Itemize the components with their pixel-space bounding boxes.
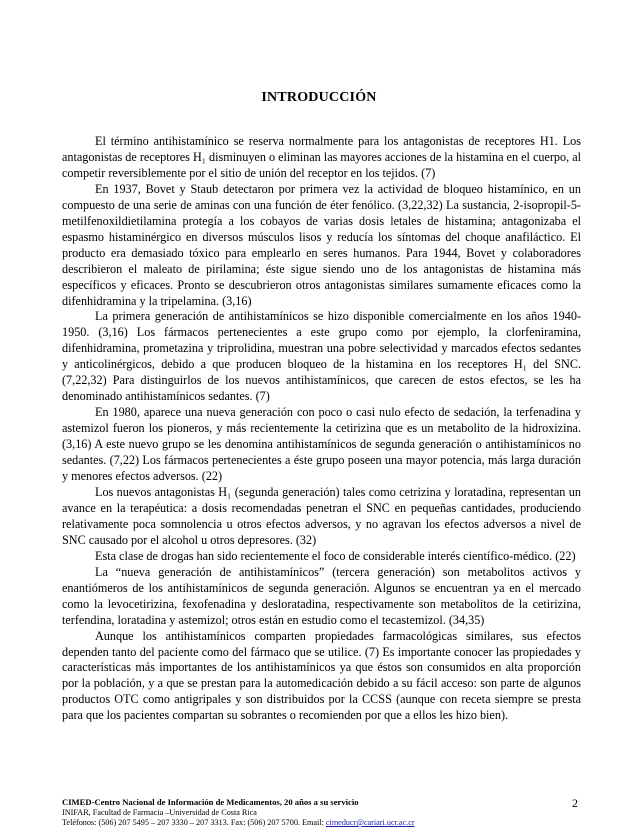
body-text <box>62 134 581 724</box>
email-link[interactable]: cimeducr@cariari.ucr.ac.cr <box>325 818 415 827</box>
footer-contact <box>62 818 581 828</box>
paragraph: La primera generación de antihistamínicos se hizo disponible comercialmente en los años 1940-1950. (3,16) Los fármacos pertenecientes a este grupo como por ejemplo, la clorfeniramina, difenhidramina, prometazina y triprolidina, muestran una pobre selectividad y marcados efectos sedantes y anticolinérgicos, debido a que producen bloqueo de la histamina en los receptores H₁ del SNC. (7,22,32) Para distinguirlos de los nuevos antihistamínicos, que carecen de estos efectos, se les ha denominado antihistamínicos sedantes. (7) <box>62 309 581 404</box>
paragraph: Esta clase de drogas han sido recientemente el foco de considerable interés científico-médico. (22) <box>95 548 576 563</box>
page-footer <box>62 797 581 828</box>
section-title: INTRODUCCIÓN <box>261 90 377 105</box>
footer-institution: INIFAR, Facultad de Farmacia –Universidad de Costa Rica <box>62 808 257 817</box>
paragraph: La “nueva generación de antihistamínicos” (tercera generación) son metabolitos activos y enantiómeros de los antihistamínicos de segunda generación. Algunos se encuentran ya en el mercado como la levocetirizina, fexofenadina y desloratadina, respectivamente son metabolitos de la cetirizina, terfendina, loratadina y astemizol; otros están en estudio como el tecastemizol. (34,35) <box>62 564 581 627</box>
paragraph: El término antihistamínico se reserva normalmente para los antagonistas de receptores H1. Los antagonistas de receptores H₁ disminuyen o eliminan las mayores acciones de la histamina en el cuerpo, al competir reversiblemente por el sitio de unión del receptor en los tejidos. (7) <box>62 134 581 180</box>
footer-organization: CIMED-Centro Nacional de Información de Medicamentos, 20 años a su servicio <box>62 797 359 807</box>
paragraph: Aunque los antihistamínicos comparten propiedades farmacológicas similares, sus efectos dependen tanto del paciente como del fármaco que se utilice. (7) Es importante conocer las propiedades y características más importantes de los antihistamínicos ya que éstos son consumidos en alta proporción por la población, y a que se prestan para la automedicación debido a su fácil acceso: son parte de algunos productos OTC como antigripales y son distribuidos por la CCSS (aunque con receta siempre se presta para que los pacientes compartan su sobrantes o recomienden por que a ellos les hizo bien). <box>62 628 581 723</box>
page-number: 2 <box>572 796 578 810</box>
paragraph: En 1980, aparece una nueva generación con poco o casi nulo efecto de sedación, la terfenadina y astemizol fueron los pioneros, y más recientemente la cetirizina que es un metabolito de la hidroxizina. (3,16) A este nuevo grupo se les denomina antihistamínicos de segunda generación o antihistamínicos no sedantes. (7,22) Los fármacos pertenecientes a éste grupo poseen una mayor potencia, más larga duración y menores efectos adversos. (22) <box>62 405 581 484</box>
paragraph: Los nuevos antagonistas H₁ (segunda generación) tales como cetrizina y loratadina, representan un avance en la terapéutica: a dosis recomendadas penetran el SNC en pequeñas cantidades, produciendo relativamente poca somnolencia u otros efectos adversos, y no agravan los efectos adversos a nivel de SNC causado por el alcohol u otros depresores. (32) <box>62 484 581 547</box>
footer-contact-text: Teléfonos: (506) 207 5495 – 207 3330 – 207 3313. Fax: (506) 207 5700. Email: <box>62 818 326 827</box>
paragraph: En 1937, Bovet y Staub detectaron por primera vez la actividad de bloqueo histamínico, en un compuesto de una serie de aminas con una función de éter fenólico. (3,22,32) La sustancia, 2-isopropil-5-metilfenoxildietilamina protegía a los cobayos de varias dosis letales de histamina; antagonizaba el espasmo histaminérgico en diversos músculos lisos y reducía los síntomas del choque anafiláctico. El producto era demasiado tóxico para emplearlo en seres humanos. Para 1944, Bovet y colaboradores describieron el maleato de pirilamina; éste sigue siendo uno de los antagonistas de histamina más específicos y eficaces. Pronto se descubrieron otros antagonistas similares sumamente eficaces como la difenhidramina y la tripelamina. (3,16) <box>62 181 581 308</box>
